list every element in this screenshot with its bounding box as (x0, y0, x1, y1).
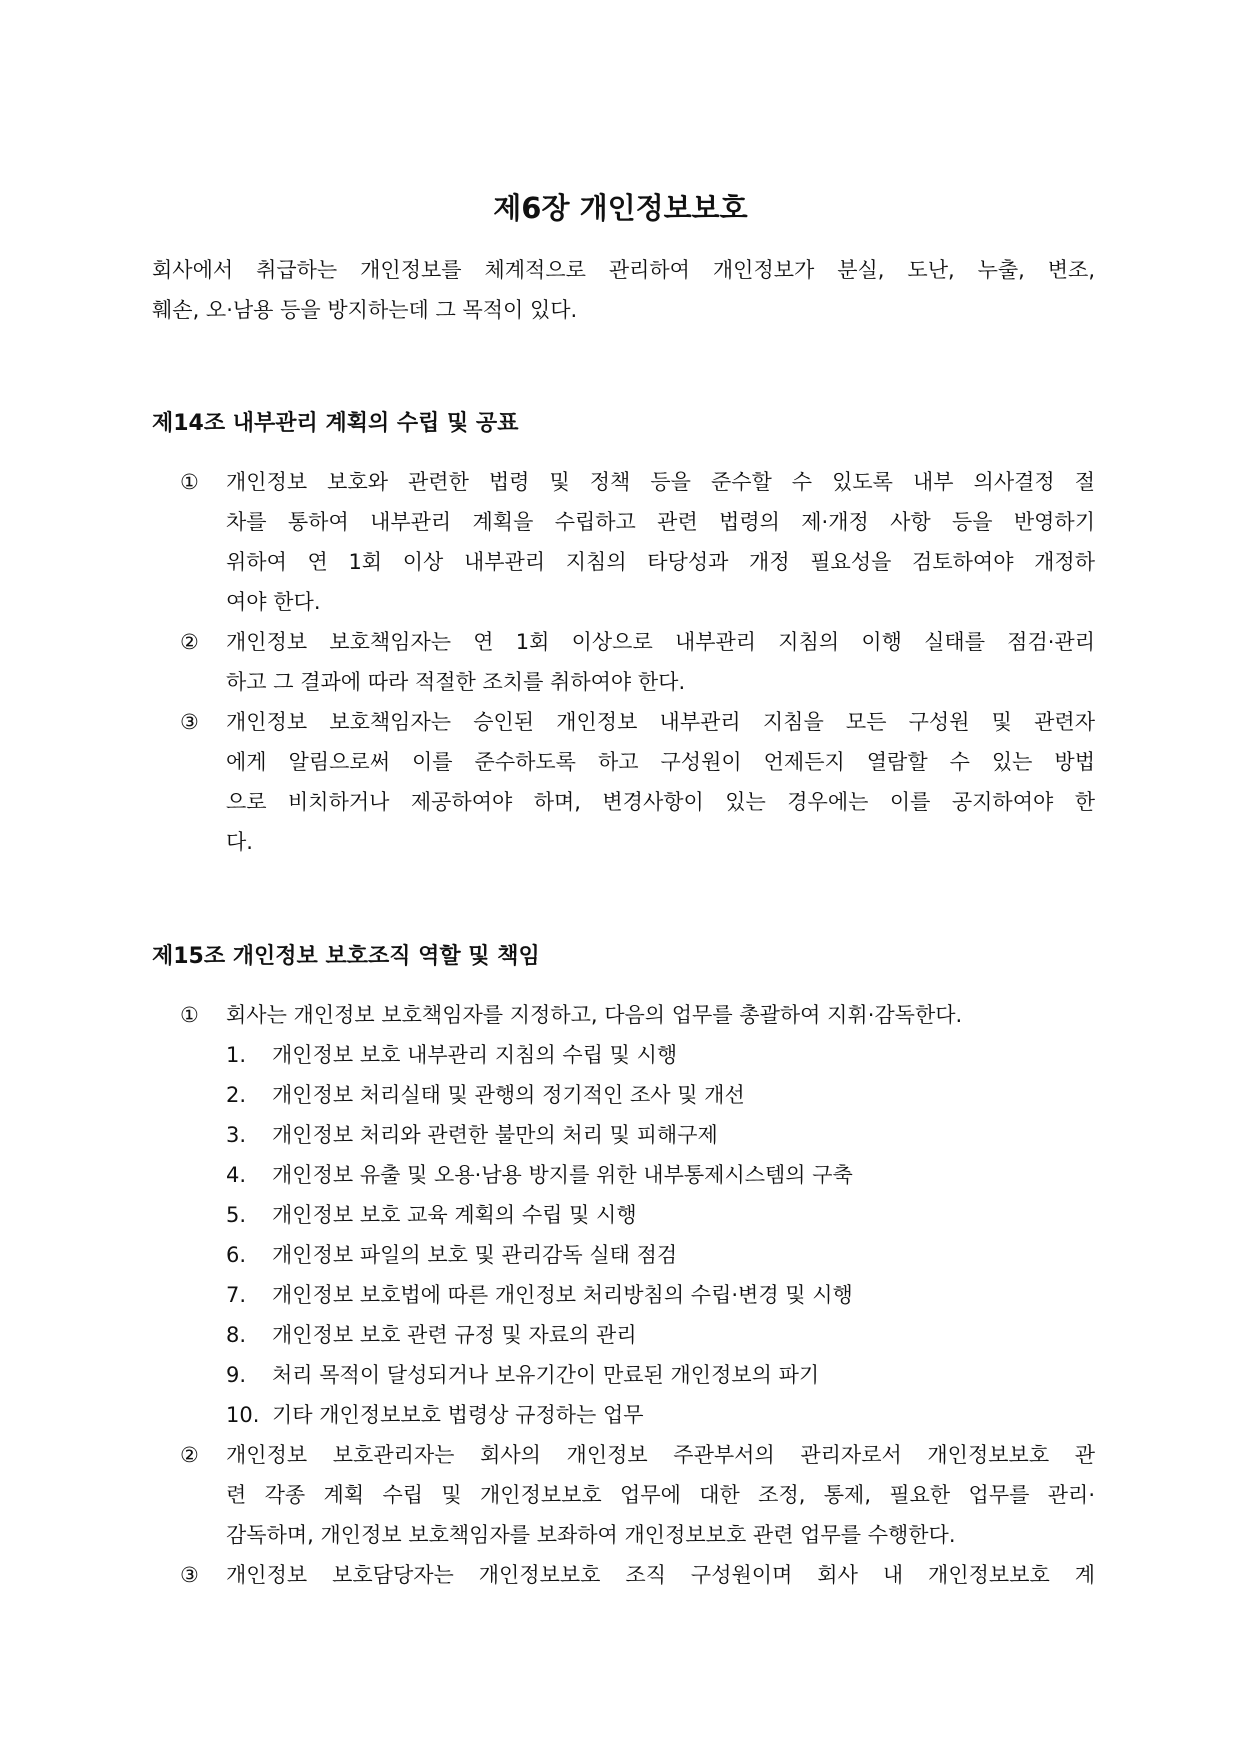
clause-line (152, 462, 1095, 502)
clause-number: ③ (180, 710, 199, 734)
list-item-number: 4. (226, 1163, 247, 1187)
clause-line (152, 702, 1095, 742)
intro-line: 회사에서 취급하는 개인정보를 체계적으로 관리하여 개인정보가 분실, 도난, 누출, 변조, (152, 258, 1095, 282)
clause-line (152, 1555, 1095, 1595)
clause-number: ① (180, 470, 199, 494)
list-item (152, 1315, 1095, 1355)
article-14 (152, 404, 1095, 862)
list-item-text: 처리 목적이 달성되거나 보유기간이 만료된 개인정보의 파기 (272, 1363, 820, 1387)
clause-text: 으로 비치하거나 제공하여야 하며, 변경사항이 있는 경우에는 이를 공지하여야 한 (226, 790, 1095, 814)
list-item-text: 개인정보 보호 관련 규정 및 자료의 관리 (272, 1323, 637, 1347)
chapter-title: 제6장 개인정보보호 (493, 191, 748, 225)
list-item-number: 9. (226, 1363, 247, 1387)
clause-text: 개인정보 보호관리자는 회사의 개인정보 주관부서의 관리자로서 개인정보보호 관 (226, 1443, 1095, 1467)
article-heading: 제15조 개인정보 보호조직 역할 및 책임 (152, 944, 540, 969)
list-item-text: 개인정보 처리실태 및 관행의 정기적인 조사 및 개선 (272, 1083, 745, 1107)
clause-line (152, 1475, 1095, 1515)
list-item (152, 1115, 1095, 1155)
clause-text: 개인정보 보호책임자는 연 1회 이상으로 내부관리 지침의 이행 실태를 점검·관리 (226, 630, 1095, 654)
clause-line (152, 622, 1095, 662)
clause-text: 개인정보 보호책임자는 승인된 개인정보 내부관리 지침을 모든 구성원 및 관련자 (226, 710, 1095, 734)
clause-text: 련 각종 계획 수립 및 개인정보보호 업무에 대한 조정, 통제, 필요한 업무를 관리· (226, 1483, 1095, 1507)
clause-text: 에게 알림으로써 이를 준수하도록 하고 구성원이 언제든지 열람할 수 있는 방법 (226, 750, 1095, 774)
list-item (152, 1355, 1095, 1395)
clause-text: 개인정보 보호담당자는 개인정보보호 조직 구성원이며 회사 내 개인정보보호 계 (226, 1563, 1095, 1587)
clause-text: 여야 한다. (226, 590, 321, 614)
clause-number: ③ (180, 1563, 199, 1587)
list-item-number: 10. (226, 1403, 260, 1427)
clause-line (152, 502, 1095, 542)
clause-text: 차를 통하여 내부관리 계획을 수립하고 관련 법령의 제·개정 사항 등을 반영하기 (226, 510, 1095, 534)
clause-number: ② (180, 630, 199, 654)
list-item (152, 1075, 1095, 1115)
clause-line (152, 782, 1095, 822)
list-item (152, 1395, 1095, 1435)
article-15 (152, 937, 1095, 1595)
clause-item (152, 622, 1095, 702)
clause-line (152, 1435, 1095, 1475)
list-item (152, 1155, 1095, 1195)
list-item (152, 1195, 1095, 1235)
clause-number: ② (180, 1443, 199, 1467)
clause-item (152, 1435, 1095, 1555)
clause-item (152, 702, 1095, 862)
list-item-number: 5. (226, 1203, 247, 1227)
intro-paragraph (152, 250, 1095, 330)
list-item-text: 개인정보 처리와 관련한 불만의 처리 및 피해구제 (272, 1123, 718, 1147)
list-item-number: 8. (226, 1323, 247, 1347)
clause-item (152, 1555, 1095, 1595)
clause-line (152, 1515, 1095, 1555)
list-item (152, 1235, 1095, 1275)
list-item-text: 개인정보 보호 내부관리 지침의 수립 및 시행 (272, 1043, 678, 1067)
list-item-number: 1. (226, 1043, 247, 1067)
list-item-text: 개인정보 보호 교육 계획의 수립 및 시행 (272, 1203, 637, 1227)
clause-text: 위하여 연 1회 이상 내부관리 지침의 타당성과 개정 필요성을 검토하여야 개정하 (226, 550, 1095, 574)
clause-line (152, 822, 1095, 862)
clause-number: ① (180, 1003, 199, 1027)
list-item-text: 개인정보 유출 및 오용·남용 방지를 위한 내부통제시스템의 구축 (272, 1163, 853, 1187)
clause-item (152, 995, 1095, 1435)
clause-text: 하고 그 결과에 따라 적절한 조치를 취하여야 한다. (226, 670, 686, 694)
clause-line (152, 742, 1095, 782)
clause-text: 다. (226, 830, 253, 854)
list-item-text: 개인정보 보호법에 따른 개인정보 처리방침의 수립·변경 및 시행 (272, 1283, 853, 1307)
clause-line (152, 662, 1095, 702)
clause-line (152, 582, 1095, 622)
list-item-text: 개인정보 파일의 보호 및 관리감독 실태 점검 (272, 1243, 678, 1267)
list-item (152, 1275, 1095, 1315)
article-heading: 제14조 내부관리 계획의 수립 및 공표 (152, 411, 519, 436)
list-item-number: 2. (226, 1083, 247, 1107)
list-item-text: 기타 개인정보보호 법령상 규정하는 업무 (272, 1403, 644, 1427)
list-item-number: 6. (226, 1243, 247, 1267)
list-item-number: 3. (226, 1123, 247, 1147)
clause-line (152, 995, 1095, 1035)
list-item (152, 1035, 1095, 1075)
clause-text: 개인정보 보호와 관련한 법령 및 정책 등을 준수할 수 있도록 내부 의사결정 절 (226, 470, 1095, 494)
list-item-number: 7. (226, 1283, 247, 1307)
clause-item (152, 462, 1095, 622)
clause-text: 회사는 개인정보 보호책임자를 지정하고, 다음의 업무를 총괄하여 지휘·감독한다. (226, 1003, 963, 1027)
intro-line: 훼손, 오·남용 등을 방지하는데 그 목적이 있다. (152, 298, 578, 322)
clause-text: 감독하며, 개인정보 보호책임자를 보좌하여 개인정보보호 관련 업무를 수행한다. (226, 1523, 956, 1547)
clause-line (152, 542, 1095, 582)
